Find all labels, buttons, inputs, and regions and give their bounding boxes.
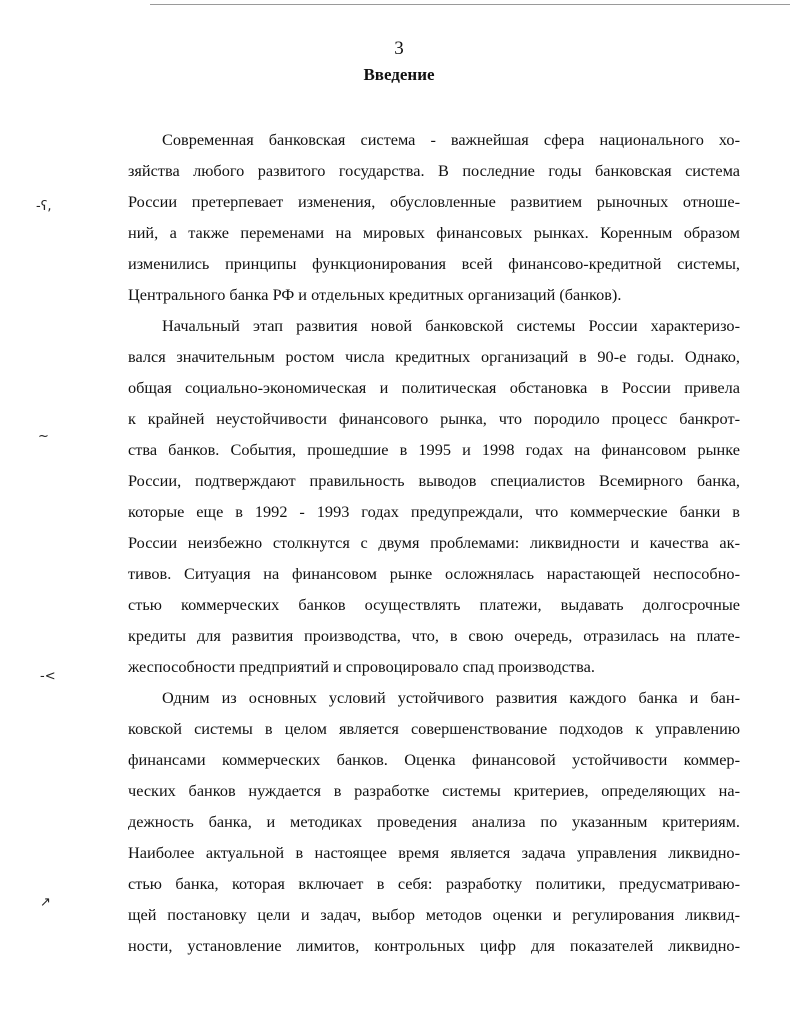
text-line: к крайней неустойчивости финансового рынка, что породило процесс банкрот- — [128, 409, 740, 428]
text-line: ства банков. События, прошедшие в 1995 и 1998 годах на финансовом рынке — [128, 440, 740, 459]
text-line: Центрального банка РФ и отдельных кредитных организаций (банков). — [128, 285, 622, 304]
text-line: щей постановку цели и задач, выбор методов оценки и регулирования ликвид- — [128, 905, 740, 924]
text-line: стью банка, которая включает в себя: разработку политики, предусматриваю- — [128, 874, 740, 893]
text-line: Наиболее актуальной в настоящее время является задача управления ликвидно- — [128, 843, 740, 862]
text-line: России претерпевает изменения, обусловленные развитием рыночных отноше- — [128, 192, 740, 211]
text-line: России неизбежно столкнутся с двумя проблемами: ликвидности и качества ак- — [128, 533, 740, 552]
binding-mark-icon: -ʕ, — [36, 199, 52, 214]
text-line: зяйства любого развитого государства. В последние годы банковская система — [128, 161, 740, 180]
paragraph — [128, 310, 740, 682]
binding-mark-icon: ↗ — [40, 895, 51, 910]
text-line: финансами коммерческих банков. Оценка финансовой устойчивости коммер- — [128, 750, 740, 769]
page-number: 3 — [394, 38, 404, 59]
text-line: дежность банка, и методиках проведения анализа по указанным критериям. — [128, 812, 740, 831]
top-scan-rule — [150, 4, 790, 5]
paragraph — [128, 124, 740, 310]
text-line: ности, установление лимитов, контрольных цифр для показателей ликвидно- — [128, 936, 740, 955]
text-line: ковской системы в целом является совершенствование подходов к управлению — [128, 719, 740, 738]
text-line: Начальный этап развития новой банковской системы России характеризо- — [162, 316, 740, 335]
text-line: Одним из основных условий устойчивого развития каждого банка и бан- — [162, 688, 740, 707]
text-line: жеспособности предприятий и спровоцировало спад производства. — [128, 657, 595, 676]
text-line: которые еще в 1992 - 1993 годах предупреждали, что коммерческие банки в — [128, 502, 740, 521]
text-line: ний, а также переменами на мировых финансовых рынках. Коренным образом — [128, 223, 740, 242]
binding-mark-icon: ~ — [38, 429, 49, 444]
body-text — [128, 124, 740, 961]
section-heading: Введение — [363, 65, 435, 84]
text-line: тивов. Ситуация на финансовом рынке осложнялась нарастающей неспособно- — [128, 564, 740, 583]
text-line: вался значительным ростом числа кредитных организаций в 90-е годы. Однако, — [128, 347, 740, 366]
text-line: России, подтверждают правильность выводов специалистов Всемирного банка, — [128, 471, 740, 490]
text-line: ческих банков нуждается в разработке системы критериев, определяющих на- — [128, 781, 740, 800]
text-line: стью коммерческих банков осуществлять платежи, выдавать долгосрочные — [128, 595, 740, 614]
text-line: изменились принципы функционирования всей финансово-кредитной системы, — [128, 254, 740, 273]
text-line: Современная банковская система - важнейшая сфера национального хо- — [162, 130, 740, 149]
text-line: общая социально-экономическая и политическая обстановка в России привела — [128, 378, 740, 397]
paragraph — [128, 682, 740, 961]
text-line: кредиты для развития производства, что, в свою очередь, отразилась на плате- — [128, 626, 740, 645]
binding-mark-icon: -< — [40, 669, 56, 684]
